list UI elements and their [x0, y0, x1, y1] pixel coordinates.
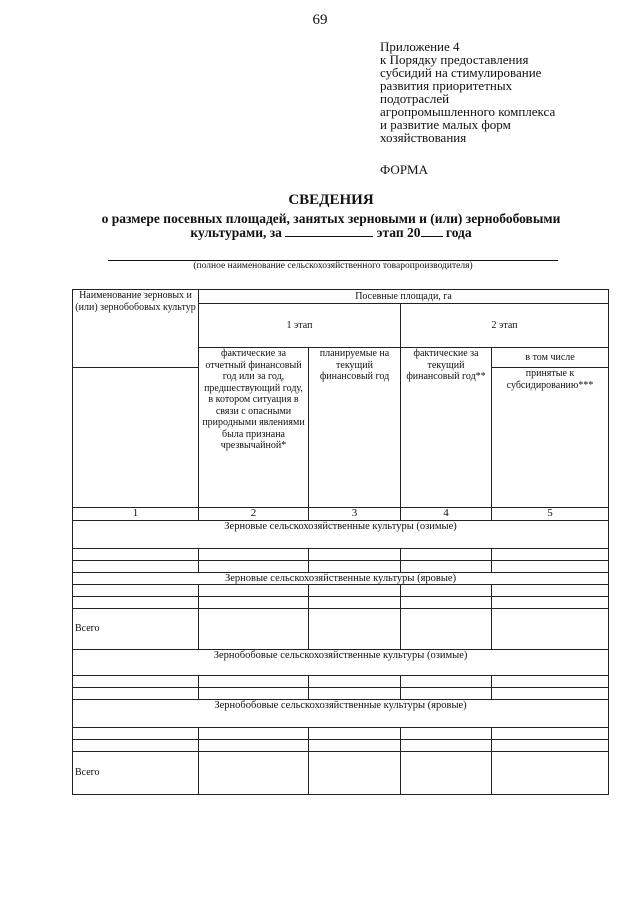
total-label: Всего [73, 609, 199, 650]
table-row [73, 609, 609, 650]
sown-area-table [72, 289, 609, 795]
col-number: 2 [199, 508, 309, 521]
table-cell[interactable] [309, 560, 401, 572]
table-cell[interactable] [73, 548, 199, 560]
table-cell[interactable] [309, 752, 401, 795]
subtitle-text-a: культурами, за [190, 225, 282, 240]
header-planned: планируемые на текущий финансовый год [309, 348, 401, 508]
table-cell[interactable] [199, 688, 309, 700]
table-cell[interactable] [492, 609, 609, 650]
form-label: ФОРМА [380, 162, 428, 177]
table-cell[interactable] [309, 548, 401, 560]
table-cell[interactable] [492, 560, 609, 572]
year-blank-field[interactable] [421, 226, 443, 237]
appendix-block [380, 40, 630, 144]
table-cell[interactable] [309, 688, 401, 700]
table-cell[interactable] [401, 740, 492, 752]
table-cell[interactable] [492, 728, 609, 740]
header-crop-name: Наименование зерновых и (или) зернобобовых культур [73, 290, 199, 368]
table-cell[interactable] [309, 597, 401, 609]
table-row [73, 560, 609, 572]
table-row [73, 676, 609, 688]
table-cell[interactable] [401, 609, 492, 650]
header-stage-1: 1 этап [199, 304, 401, 348]
table-row [73, 597, 609, 609]
col-number: 4 [401, 508, 492, 521]
header-actual-prev: фактические за отчетный финансовый год или за год, предшествующий году, в котором ситуация в связи с опасными природными явлениями была признана чрезвычайной* [199, 348, 309, 508]
table-cell[interactable] [492, 740, 609, 752]
subtitle-text-b: этап 20 [376, 225, 421, 240]
header-accepted: принятые к субсидированию*** [492, 368, 609, 508]
table-row [73, 688, 609, 700]
period-blank-field[interactable] [285, 226, 373, 237]
table-cell[interactable] [309, 585, 401, 597]
table-cell[interactable] [492, 676, 609, 688]
header-actual-current: фактические за текущий финансовый год** [401, 348, 492, 508]
section-legume-winter: Зернобобовые сельскохозяйственные культуры (озимые) [73, 650, 609, 676]
table-cell[interactable] [492, 585, 609, 597]
table-row [73, 548, 609, 560]
table-cell[interactable] [73, 676, 199, 688]
col-number: 5 [492, 508, 609, 521]
section-grain-winter: Зерновые сельскохозяйственные культуры (озимые) [73, 520, 609, 548]
table-cell[interactable] [309, 609, 401, 650]
table-cell[interactable] [309, 676, 401, 688]
appendix-line: хозяйствования [380, 130, 467, 145]
document-subtitle [60, 212, 602, 240]
appendix-line: Приложение 4 [380, 39, 460, 54]
subtitle-text-c: года [445, 225, 472, 240]
appendix-line: развития приоритетных [380, 78, 513, 93]
table-cell[interactable] [401, 560, 492, 572]
table-row [73, 585, 609, 597]
table-cell[interactable] [401, 728, 492, 740]
table-row [73, 752, 609, 795]
header-including: в том числе [492, 348, 609, 368]
total-label: Всего [73, 752, 199, 795]
table-cell[interactable] [73, 728, 199, 740]
table-cell[interactable] [73, 560, 199, 572]
table-cell[interactable] [401, 752, 492, 795]
table-row [73, 740, 609, 752]
appendix-line: к Порядку предоставления [380, 52, 529, 67]
table-cell[interactable] [492, 752, 609, 795]
table-cell[interactable] [309, 728, 401, 740]
page-number: 69 [312, 12, 328, 28]
table-cell[interactable] [73, 597, 199, 609]
table-cell[interactable] [199, 548, 309, 560]
table-cell[interactable] [73, 688, 199, 700]
table-cell[interactable] [199, 676, 309, 688]
table-cell[interactable] [492, 597, 609, 609]
table-cell[interactable] [401, 676, 492, 688]
table-cell[interactable] [401, 688, 492, 700]
table-cell[interactable] [199, 585, 309, 597]
table-cell[interactable] [73, 585, 199, 597]
header-sown-areas: Посевные площади, га [199, 290, 609, 304]
table-cell[interactable] [492, 548, 609, 560]
table-cell[interactable] [401, 548, 492, 560]
col-number: 3 [309, 508, 401, 521]
document-title: СВЕДЕНИЯ [288, 192, 374, 208]
table-cell[interactable] [401, 585, 492, 597]
col-number: 1 [73, 508, 199, 521]
table-cell[interactable] [199, 597, 309, 609]
appendix-line: подотраслей [380, 91, 450, 106]
crop-name-header-spacer [73, 368, 199, 508]
table-cell[interactable] [199, 560, 309, 572]
appendix-line: субсидий на стимулирование [380, 65, 542, 80]
appendix-line: и развитие малых форм [380, 117, 511, 132]
subtitle-line-2 [60, 226, 602, 240]
table-cell[interactable] [492, 688, 609, 700]
header-stage-2: 2 этап [401, 304, 609, 348]
table-cell[interactable] [199, 728, 309, 740]
table-cell[interactable] [199, 740, 309, 752]
section-grain-spring: Зерновые сельскохозяйственные культуры (яровые) [73, 572, 609, 585]
subtitle-line-1: о размере посевных площадей, занятых зерновыми и (или) зернобобовыми [101, 211, 561, 226]
appendix-line: агропромышленного комплекса [380, 104, 556, 119]
section-legume-spring: Зернобобовые сельскохозяйственные культуры (яровые) [73, 700, 609, 728]
table-cell[interactable] [309, 740, 401, 752]
table-cell[interactable] [199, 609, 309, 650]
table-cell[interactable] [401, 597, 492, 609]
table-cell[interactable] [199, 752, 309, 795]
producer-caption: (полное наименование сельскохозяйственного товаропроизводителя) [193, 261, 473, 271]
table-cell[interactable] [73, 740, 199, 752]
table-row [73, 728, 609, 740]
